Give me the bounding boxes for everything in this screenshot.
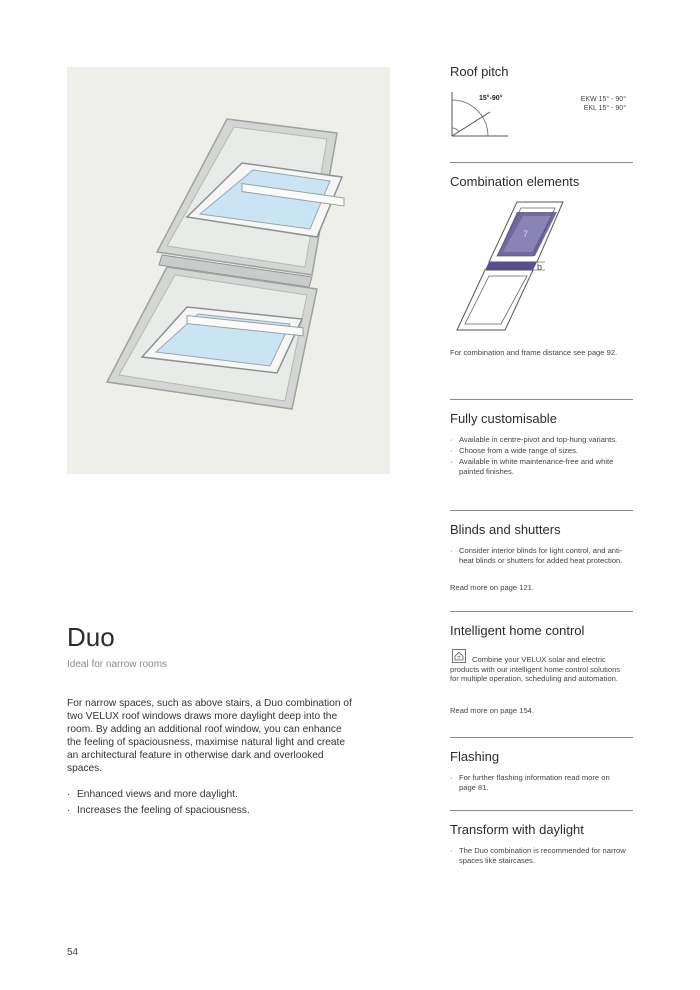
blinds-heading: Blinds and shutters [450, 522, 561, 537]
combination-heading: Combination elements [450, 174, 580, 189]
page-number: 54 [67, 947, 79, 958]
combination-label-7: 7 [523, 229, 529, 239]
flashing-list [450, 773, 628, 794]
list-item: · Available in centre-pivot and top-hung variants. [450, 435, 628, 445]
product-photo [67, 67, 390, 474]
list-item: · Consider interior blinds for light control, and anti-heat blinds or shutters for added heat protection. [450, 546, 628, 565]
divider [450, 162, 633, 163]
divider [450, 737, 633, 738]
combination-note: For combination and frame distance see page 92. [450, 348, 618, 357]
pitch-code: EKL 15° - 90° [583, 105, 626, 112]
list-item: · Available in white maintenance-free and white painted finishes. [450, 457, 628, 476]
divider [450, 611, 633, 612]
smart-heading: Intelligent home control [450, 623, 585, 638]
customisable-heading: Fully customisable [450, 411, 557, 426]
blinds-list [450, 546, 628, 567]
product-bullet-list [67, 787, 367, 819]
pitch-angle-label: 15°-90° [479, 95, 503, 102]
page-subtitle: Ideal for narrow rooms [67, 659, 168, 670]
duo-roof-window-illustration [67, 67, 390, 474]
list-item: · The Duo combination is recommended for narrow spaces like staircases. [450, 846, 628, 865]
transform-heading: Transform with daylight [450, 822, 584, 837]
pitch-codes [560, 95, 626, 113]
customisable-list [450, 435, 628, 478]
list-item: · Choose from a wide range of sizes. [450, 446, 628, 456]
blinds-read-more: Read more on page 121. [450, 583, 535, 592]
divider [450, 510, 633, 511]
divider [450, 810, 633, 811]
page-title: Duo [67, 622, 115, 652]
combination-diagram [455, 200, 565, 332]
roof-pitch-heading: Roof pitch [450, 64, 509, 79]
product-description: For narrow spaces, such as above stairs, a Duo combination of two VELUX roof windows draws more daylight deep into the room. By adding an additional roof window, you can enhance the feeling of spaciousness, maximise natural light and create an architectural feature in otherwise dark and overlooked spaces. [67, 698, 352, 775]
list-item: · For further flashing information read more on page 81. [450, 773, 628, 792]
flashing-heading: Flashing [450, 749, 500, 764]
list-item: · Enhanced views and more daylight. [67, 787, 367, 803]
pitch-code: EKW 15° - 90° [580, 96, 626, 103]
smart-read-more: Read more on page 154. [450, 706, 535, 715]
transform-list [450, 846, 628, 867]
combination-label-b: b [537, 262, 543, 272]
divider [450, 399, 633, 400]
list-item: · Increases the feeling of spaciousness. [67, 803, 367, 819]
smart-text: Combine your VELUX solar and electric products with our intelligent home control solutions for multiple operation, scheduling and automation. [450, 655, 621, 684]
